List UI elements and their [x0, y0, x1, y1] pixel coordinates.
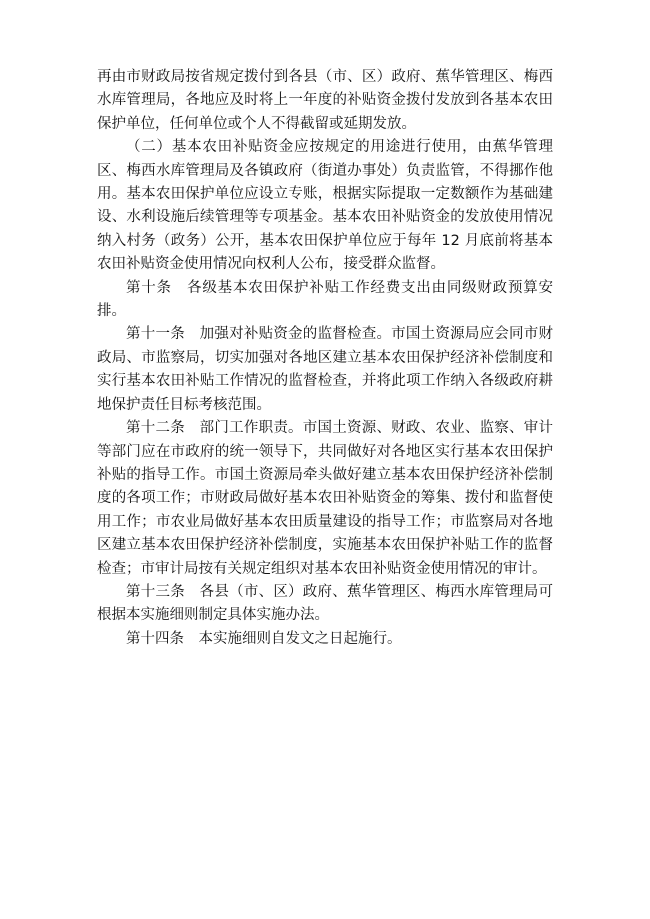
paragraph-continuation: 再由市财政局按省规定拨付到各县（市、区）政府、蕉华管理区、梅西水库管理局，各地应及时将上一年度的补贴资金拨付发放到各基本农田保护单位，任何单位或个人不得截留或延期发放。 — [97, 69, 553, 132]
paragraph-subsection-2: （二）基本农田补贴资金应按规定的用途进行使用，由蕉华管理区、梅西水库管理局及各镇政府（街道办事处）负责监管，不得挪作他用。基本农田保护单位应设立专账，根据实际提取一定数额作为基础建设、水利设施后续管理等专项基金。基本农田补贴资金的发放使用情况纳入村务（政务）公开，基本农田保护单位应于每年 12 月底前将基本农田补贴资金使用情况向权利人公布，接受群众监督。 — [97, 139, 553, 273]
paragraph-article-14: 第十四条 本实施细则自发文之日起施行。 — [126, 630, 402, 647]
paragraph-article-11: 第十一条 加强对补贴资金的监督检查。市国土资源局应会同市财政局、市监察局，切实加强对各地区建立基本农田保护经济补偿制度和实行基本农田补贴工作情况的监督检查，并将此项工作纳入各级政府耕地保护责任目标考核范围。 — [97, 326, 553, 413]
paragraph-article-13: 第十三条 各县（市、区）政府、蕉华管理区、梅西水库管理局可根据本实施细则制定具体实施办法。 — [97, 583, 553, 624]
paragraph-article-10: 第十条 各级基本农田保护补贴工作经费支出由同级财政预算安排。 — [97, 279, 553, 320]
document-body — [97, 66, 553, 651]
paragraph-article-12: 第十二条 部门工作职责。市国土资源、财政、农业、监察、审计等部门应在市政府的统一领导下，共同做好对各地区实行基本农田保护补贴的指导工作。市国土资源局牵头做好建立基本农田保护经济补偿制度的各项工作；市财政局做好基本农田补贴资金的筹集、拨付和监督使用工作；市农业局做好基本农田质量建设的指导工作；市监察局对各地区建立基本农田保护经济补偿制度，实施基本农田保护补贴工作的监督检查；市审计局按有关规定组织对基本农田补贴资金使用情况的审计。 — [97, 420, 553, 577]
